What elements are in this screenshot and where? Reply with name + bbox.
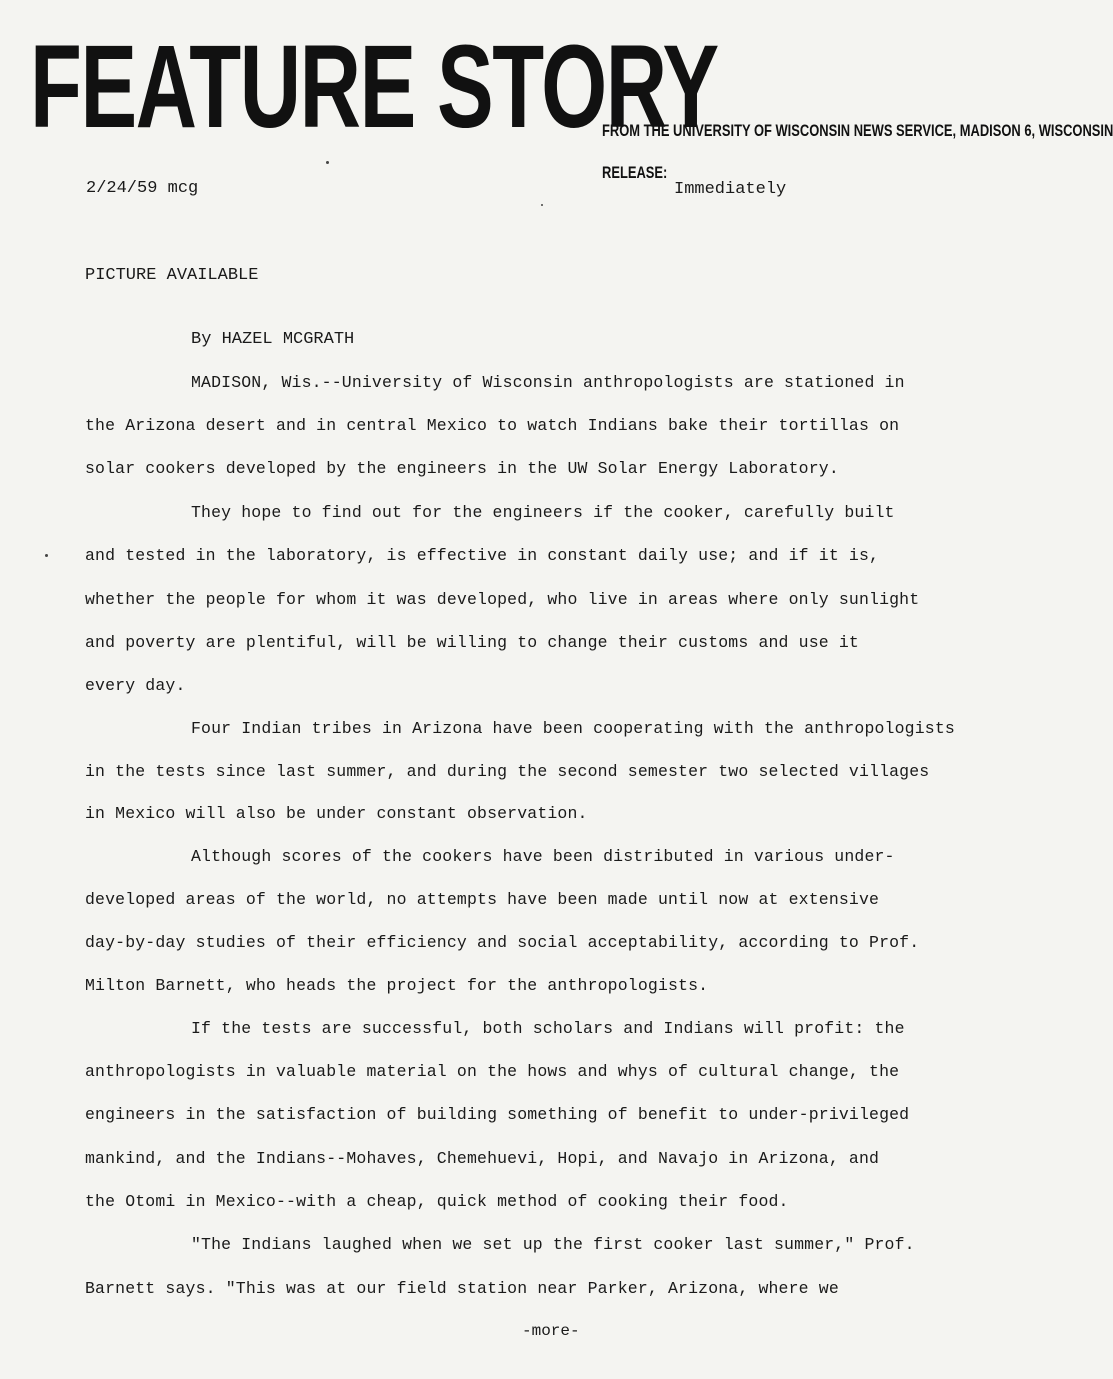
more-marker: -more- <box>522 1322 580 1340</box>
body-line: every day. <box>85 676 186 695</box>
release-value: Immediately <box>674 180 787 199</box>
body-line: Although scores of the cookers have been distributed in various under- <box>191 847 895 866</box>
body-line: Four Indian tribes in Arizona have been cooperating with the anthropologists <box>191 719 955 738</box>
news-service-line: FROM THE UNIVERSITY OF WISCONSIN NEWS SERVICE, MADISON 6, WISCONSIN <box>602 121 1113 140</box>
body-line: in the tests since last summer, and during the second semester two selected villages <box>85 762 930 781</box>
paper-speck <box>45 554 48 557</box>
body-line: the Arizona desert and in central Mexico to watch Indians bake their tortillas on <box>85 416 900 435</box>
date-line: 2/24/59 mcg <box>86 179 199 198</box>
body-line: day-by-day studies of their efficiency and social acceptability, according to Prof. <box>85 933 920 952</box>
body-line: in Mexico will also be under constant observation. <box>85 804 588 823</box>
byline: By HAZEL MCGRATH <box>191 330 355 349</box>
body-line: Barnett says. "This was at our field station near Parker, Arizona, where we <box>85 1279 839 1298</box>
release-label: RELEASE: <box>602 163 668 182</box>
body-line: anthropologists in valuable material on the hows and whys of cultural change, the <box>85 1062 900 1081</box>
body-line: They hope to find out for the engineers if the cooker, carefully built <box>191 503 895 522</box>
body-line: engineers in the satisfaction of building something of benefit to under-privileged <box>85 1105 910 1124</box>
paper-speck <box>326 161 329 164</box>
body-line: "The Indians laughed when we set up the first cooker last summer," Prof. <box>191 1235 915 1254</box>
body-line: solar cookers developed by the engineers in the UW Solar Energy Laboratory. <box>85 459 839 478</box>
body-line: and tested in the laboratory, is effective in constant daily use; and if it is, <box>85 546 880 565</box>
body-line: whether the people for whom it was developed, who live in areas where only sunlight <box>85 590 920 609</box>
masthead-title: FEATURE STORY <box>30 21 718 153</box>
body-line: and poverty are plentiful, will be willing to change their customs and use it <box>85 633 859 652</box>
body-line: MADISON, Wis.--University of Wisconsin anthropologists are stationed in <box>191 373 905 392</box>
body-line: mankind, and the Indians--Mohaves, Chemehuevi, Hopi, and Navajo in Arizona, and <box>85 1149 880 1168</box>
body-line: the Otomi in Mexico--with a cheap, quick method of cooking their food. <box>85 1192 789 1211</box>
picture-available-note: PICTURE AVAILABLE <box>85 266 259 285</box>
paper-speck <box>541 204 543 206</box>
body-line: developed areas of the world, no attempts have been made until now at extensive <box>85 890 880 909</box>
body-line: Milton Barnett, who heads the project for the anthropologists. <box>85 976 709 995</box>
body-line: If the tests are successful, both scholars and Indians will profit: the <box>191 1019 905 1038</box>
